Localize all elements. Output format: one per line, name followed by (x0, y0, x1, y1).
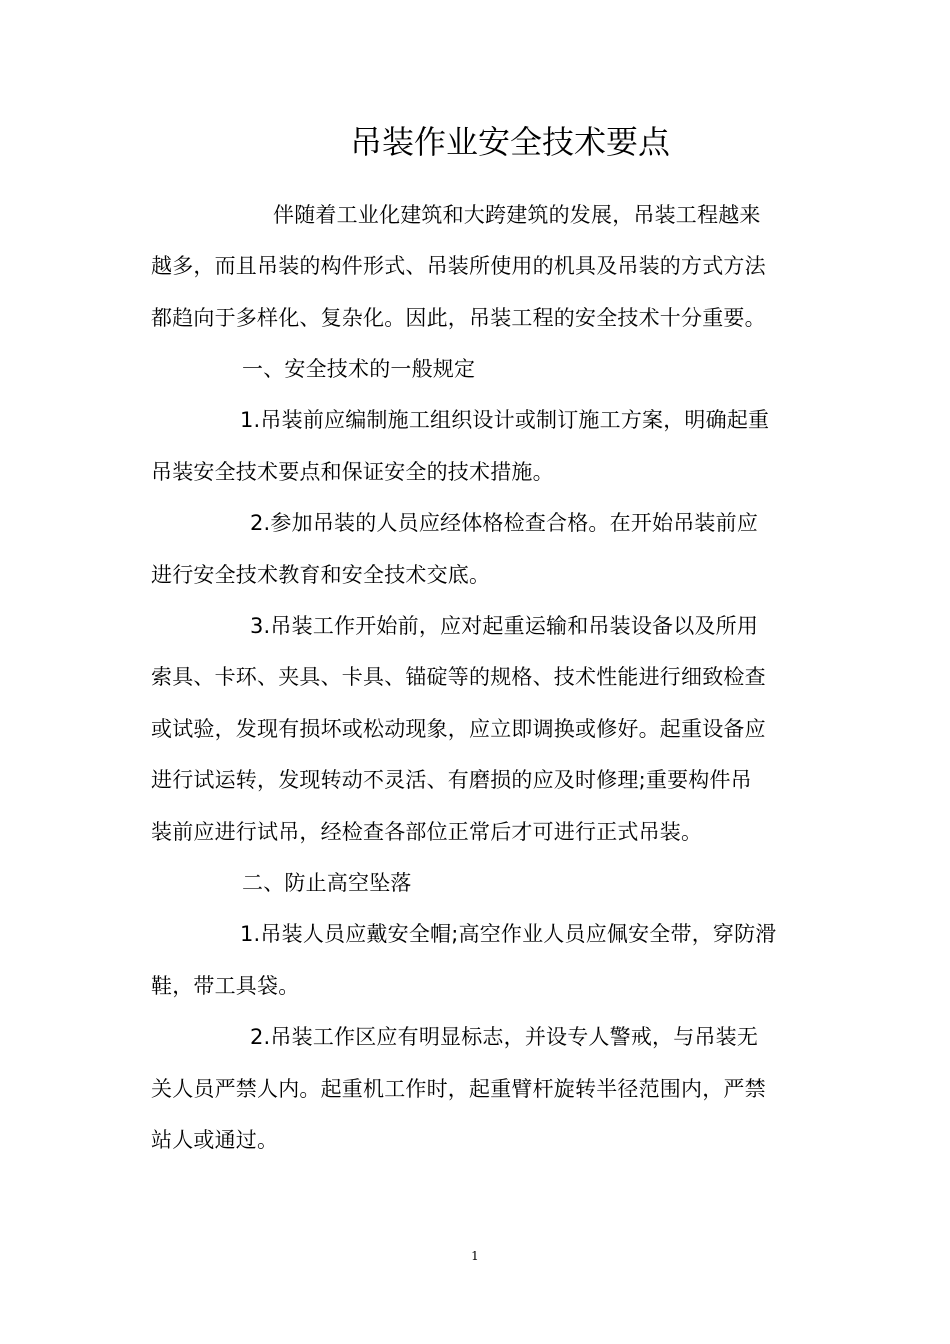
paragraph-line: 或试验，发现有损坏或松动现象，应立即调换或修好。起重设备应 (151, 717, 766, 741)
paragraph-line: 进行试运转，发现转动不灵活、有磨损的应及时修理;重要构件吊 (151, 768, 752, 792)
section-heading: 二、防止高空坠落 (242, 871, 412, 895)
paragraph-line: 2.吊装工作区应有明显标志，并设专人警戒，与吊装无 (250, 1025, 759, 1049)
paragraph-line: 2.参加吊装的人员应经体格检查合格。在开始吊装前应 (250, 511, 759, 535)
paragraph-line: 站人或通过。 (151, 1128, 279, 1152)
paragraph-line: 吊装安全技术要点和保证安全的技术措施。 (151, 460, 554, 484)
paragraph-line: 关人员严禁人内。起重机工作时，起重臂杆旋转半径范围内，严禁 (151, 1077, 766, 1101)
paragraph-line: 鞋，带工具袋。 (151, 974, 300, 998)
paragraph-line: 3.吊装工作开始前，应对起重运输和吊装设备以及所用 (250, 614, 759, 638)
paragraph-line: 都趋向于多样化、复杂化。因此，吊装工程的安全技术十分重要。 (151, 306, 766, 330)
paragraph-line: 越多，而且吊装的构件形式、吊装所使用的机具及吊装的方式方法 (151, 254, 766, 278)
paragraph-line: 1.吊装前应编制施工组织设计或制订施工方案，明确起重 (240, 408, 770, 432)
paragraph-line: 1.吊装人员应戴安全帽;高空作业人员应佩安全带，穿防滑 (240, 922, 777, 946)
section-heading: 一、安全技术的一般规定 (242, 357, 476, 381)
paragraph-line: 装前应进行试吊，经检查各部位正常后才可进行正式吊装。 (151, 820, 703, 844)
paragraph-line: 伴随着工业化建筑和大跨建筑的发展，吊装工程越来 (273, 203, 761, 227)
paragraph-line: 进行安全技术教育和安全技术交底。 (151, 563, 491, 587)
page-number: 1 (471, 1249, 479, 1263)
document-title: 吊装作业安全技术要点 (349, 123, 670, 161)
paragraph-line: 索具、卡环、夹具、卡具、锚碇等的规格、技术性能进行细致检查 (151, 665, 766, 689)
